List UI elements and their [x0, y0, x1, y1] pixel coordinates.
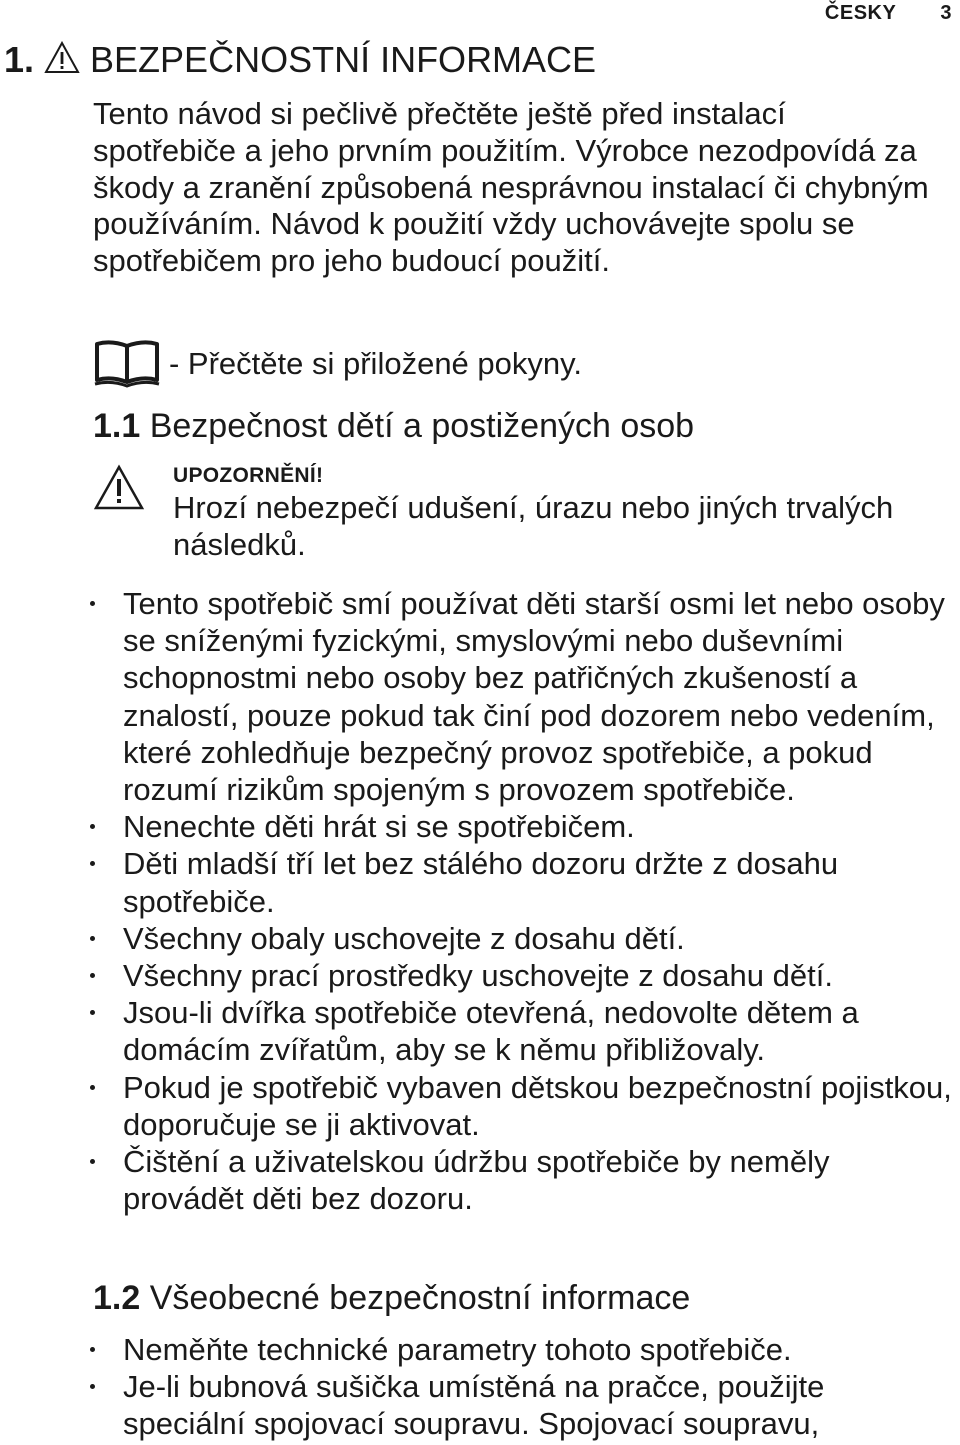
- book-icon: [93, 340, 161, 388]
- bullet-icon: [90, 1159, 95, 1164]
- warning-text: Hrozí nebezpečí udušení, úrazu nebo jiných trvalých následků.: [173, 490, 894, 562]
- child-safety-list: [0, 585, 960, 1217]
- list-item-text: Všechny prací prostředky uschovejte z dosahu dětí.: [123, 958, 833, 994]
- list-item-text: Jsou-li dvířka spotřebiče otevřená, nedovolte dětem a domácím zvířatům, aby se k němu přibližovaly.: [123, 995, 859, 1068]
- bullet-icon: [90, 1347, 95, 1352]
- list-item: [0, 808, 960, 845]
- warning-triangle-icon: [44, 41, 80, 75]
- list-item-text: Je-li bubnová sušička umístěná na pračce, použijte speciální spojovací soupravu. Spojovací soupravu,: [123, 1369, 825, 1442]
- bullet-icon: [90, 861, 95, 866]
- warning-triangle-icon: [93, 464, 145, 512]
- section-number: 1.1: [93, 407, 141, 445]
- list-item-text: Nenechte děti hrát si se spotřebičem.: [123, 809, 635, 845]
- section-title: Všeobecné bezpečnostní informace: [140, 1279, 691, 1317]
- list-item: [0, 1368, 960, 1442]
- bullet-icon: [90, 601, 95, 606]
- list-item: [0, 1143, 960, 1217]
- bullet-icon: [90, 936, 95, 941]
- read-instructions-text: - Přečtěte si přiložené pokyny.: [169, 346, 582, 381]
- bullet-icon: [90, 973, 95, 978]
- bullet-icon: [90, 1384, 95, 1389]
- intro-paragraph: Tento návod si pečlivě přečtěte ještě před instalací spotřebiče a jeho prvním použitím. Výrobce nezodpovídá za škody a zranění způsobená nesprávnou instalací či chybným používáním. Návod k použití vždy uchovávejte spolu se spotřebičem pro jeho budoucí použití.: [93, 96, 929, 279]
- list-item: [0, 957, 960, 994]
- section-heading-1-2: [93, 1278, 690, 1318]
- bullet-icon: [90, 1085, 95, 1090]
- section-heading-1-1: [93, 406, 694, 446]
- list-item-text: Tento spotřebič smí používat děti starší osmi let nebo osoby se sníženými fyzickými, smyslovými nebo duševními schopnostmi nebo osoby bez patřičných zkušeností a znalostí, pouze pokud tak činí pod dozorem nebo vedením, které zohledňuje bezpečný provoz spotřebiče, a pokud rozumí rizikům spojeným s provozem spotřebiče.: [123, 586, 945, 808]
- section-heading-1: [4, 38, 596, 82]
- general-safety-list: [0, 1331, 960, 1443]
- section-number: 1.2: [93, 1279, 141, 1317]
- section-title: Bezpečnost dětí a postižených osob: [140, 407, 695, 445]
- section-title: BEZPEČNOSTNÍ INFORMACE: [90, 39, 597, 80]
- page-number: 3: [940, 2, 952, 24]
- list-item: [0, 1331, 960, 1368]
- page-header: [825, 2, 952, 25]
- warning-caption: UPOZORNĚNÍ!: [173, 464, 324, 487]
- bullet-icon: [90, 824, 95, 829]
- list-item: [0, 994, 960, 1068]
- read-instructions-row: [93, 340, 582, 388]
- list-item-text: Pokud je spotřebič vybaven dětskou bezpečnostní pojistkou, doporučuje se ji aktivovat.: [123, 1069, 952, 1142]
- list-item: [0, 585, 960, 808]
- list-item: [0, 1069, 960, 1143]
- list-item-text: Všechny obaly uschovejte z dosahu dětí.: [123, 920, 685, 956]
- list-item: [0, 845, 960, 919]
- list-item: [0, 920, 960, 957]
- bullet-icon: [90, 1010, 95, 1015]
- list-item-text: Děti mladší tří let bez stálého dozoru držte z dosahu spotřebiče.: [123, 846, 839, 919]
- language-label: ČESKY: [824, 2, 897, 24]
- list-item-text: Čištění a uživatelskou údržbu spotřebiče by neměly provádět děti bez dozoru.: [123, 1144, 830, 1217]
- section-number: 1.: [4, 39, 35, 80]
- list-item-text: Neměňte technické parametry tohoto spotřebiče.: [123, 1332, 792, 1367]
